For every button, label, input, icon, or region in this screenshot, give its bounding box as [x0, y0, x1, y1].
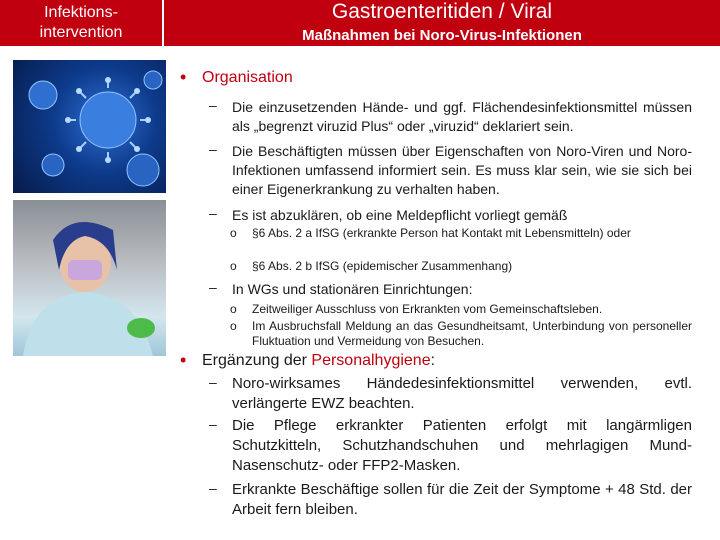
- sub-list-item-text: §6 Abs. 2 a IfSG (erkrankte Person hat Kontakt mit Lebensmitteln) oder: [252, 226, 631, 240]
- dash-marker: –: [209, 97, 217, 113]
- section-label-text: Infektions- intervention: [39, 4, 123, 41]
- sub-list-item: [230, 302, 692, 317]
- sub-list-item: [230, 319, 692, 349]
- sub-marker: o: [230, 319, 237, 333]
- list-item-text: In WGs und stationären Einrichtungen:: [232, 281, 473, 297]
- list-item-text: Die einzusetzenden Hände- und ggf. Flächendesinfektionsmittel müssen als „begrenzt viruzid Plus“ oder „viruzid“ deklariert sein.: [232, 99, 692, 134]
- sub-marker: o: [230, 302, 237, 316]
- list-item-text: Die Beschäftigten müssen über Eigenschaften von Noro-Viren und Noro-Infektionen umfassend informiert sein. Es muss klar sein, wie sie sich bei einer Eigenerkrankung zu verhalten haben.: [232, 143, 692, 197]
- heading-personalhygiene: [202, 351, 435, 371]
- dash-marker: –: [209, 480, 217, 496]
- sub-marker: o: [230, 226, 237, 240]
- virus-illustration: [13, 60, 166, 193]
- dash-marker: –: [209, 374, 217, 390]
- list-item: [209, 416, 692, 476]
- dash-marker: –: [209, 279, 217, 295]
- heading-suffix: :: [430, 352, 436, 369]
- sub-list-item-text: §6 Abs. 2 b IfSG (epidemischer Zusammenhang): [252, 259, 513, 273]
- dash-marker: –: [209, 205, 217, 221]
- nurse-photo: [13, 200, 166, 356]
- list-item: [209, 205, 692, 225]
- list-item: [209, 279, 692, 299]
- list-item-text: Die Pflege erkrankter Patienten erfolgt mit langärmligen Schutzkitteln, Schutzhandschuhen und mehrlagigen Mund-Nasenschutz- oder FFP2-Masken.: [232, 417, 692, 474]
- page-title: Gastroenteritiden / Viral: [331, 0, 553, 23]
- list-item: [209, 480, 692, 520]
- heading-prefix: Ergänzung der: [202, 352, 312, 369]
- list-item-text: Es ist abzuklären, ob eine Meldepflicht vorliegt gemäß: [232, 207, 568, 223]
- bullet-marker: •: [180, 67, 187, 87]
- virus-image: [13, 60, 166, 193]
- sub-list-item: [230, 226, 692, 241]
- sub-marker: o: [230, 259, 237, 273]
- heading-organisation: Organisation: [202, 69, 293, 86]
- list-item: [209, 141, 692, 199]
- list-item: [209, 97, 692, 136]
- section-label: [0, 0, 162, 46]
- title-bar: [162, 0, 720, 46]
- dash-marker: –: [209, 416, 217, 432]
- sub-list-item-text: Im Ausbruchsfall Meldung an das Gesundheitsamt, Unterbindung von personeller Fluktuation und Vermeidung von Besuchen.: [252, 319, 692, 348]
- list-item: [209, 374, 692, 414]
- list-item-text: Erkrankte Beschäftige sollen für die Zeit der Symptome + 48 Std. der Arbeit fern bleiben.: [232, 481, 692, 518]
- nurse-illustration: [13, 200, 166, 356]
- bullet-marker: •: [180, 350, 187, 370]
- heading-highlight: Personalhygiene: [311, 352, 431, 369]
- page-subtitle: Maßnahmen bei Noro-Virus-Infektionen: [302, 27, 582, 44]
- dash-marker: –: [209, 141, 217, 157]
- sub-list-item: [230, 259, 692, 274]
- list-item-text: Noro-wirksames Händedesinfektionsmittel verwenden, evtl. verlängerte EWZ beachten.: [232, 375, 692, 412]
- sub-list-item-text: Zeitweiliger Ausschluss von Erkrankten vom Gemeinschaftsleben.: [252, 302, 603, 316]
